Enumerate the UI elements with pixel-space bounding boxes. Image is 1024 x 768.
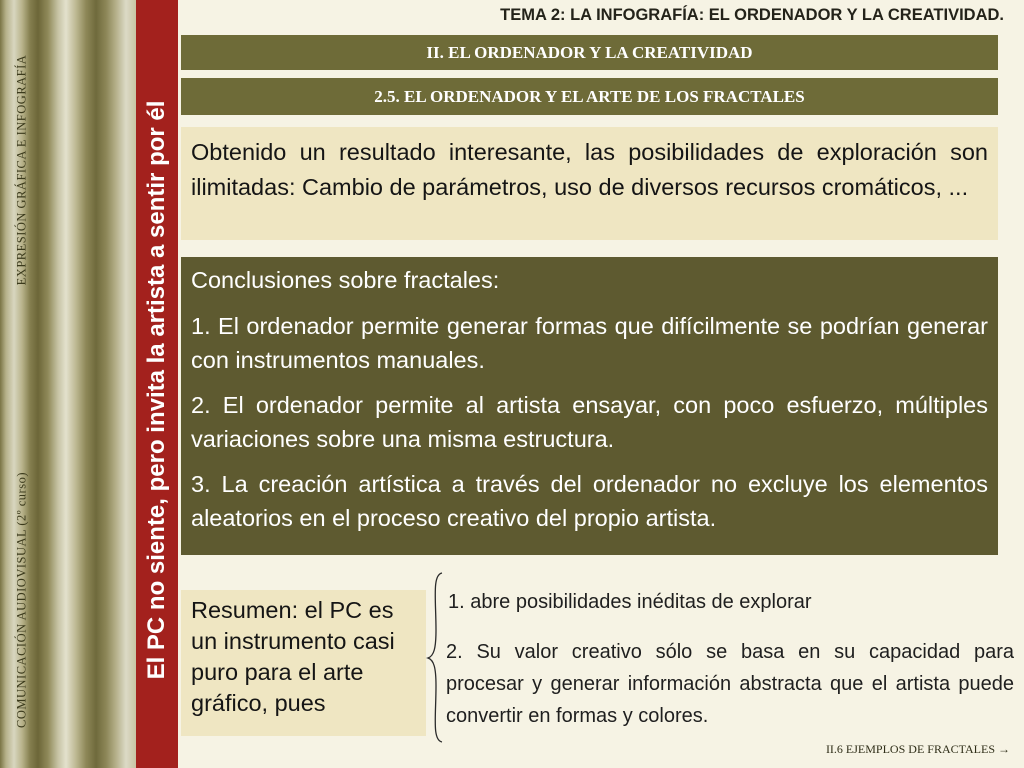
- intro-text: Obtenido un resultado interesante, las posibilidades de exploración son ilimitadas: Cambio de parámetros, uso de diversos recursos cromáticos, ...: [191, 139, 988, 200]
- next-slide-link[interactable]: II.6 EJEMPLOS DE FRACTALES →: [825, 742, 1010, 756]
- conclusion-item: 2. El ordenador permite al artista ensayar, con poco esfuerzo, múltiples variaciones sobre una misma estructura.: [191, 392, 988, 452]
- subject-label: EXPRESIÓN GRÁFICA E INFOGRAFÍA: [14, 54, 29, 286]
- curly-brace-icon: [426, 570, 446, 745]
- section-title: II. EL ORDENADOR Y LA CREATIVIDAD: [181, 35, 998, 70]
- summary-point: 1. abre posibilidades inéditas de explorar: [448, 591, 812, 613]
- intro-box: [181, 127, 998, 240]
- summary-point: 2. Su valor creativo sólo se basa en su capacidad para procesar y generar información abstracta que el artista puede convertir en formas y colores.: [446, 641, 1014, 727]
- conclusions-title: Conclusiones sobre fractales:: [191, 267, 500, 293]
- subsection-title: 2.5. EL ORDENADOR Y EL ARTE DE LOS FRACTALES: [181, 78, 998, 115]
- slogan-text: El PC no siente, pero invita la artista a sentir por él: [143, 100, 170, 680]
- conclusion-item: 1. El ordenador permite generar formas que difícilmente se podrían generar con instrumentos manuales.: [191, 313, 988, 373]
- conclusion-item: 3. La creación artística a través del ordenador no excluye los elementos aleatorios en el proceso creativo del propio artista.: [191, 471, 988, 531]
- course-label: COMUNICACIÓN AUDIOVISUAL (2º curso): [14, 472, 29, 728]
- conclusions-box: [181, 257, 998, 555]
- topic-title: TEMA 2: LA INFOGRAFÍA: EL ORDENADOR Y LA CREATIVIDAD.: [500, 6, 1004, 24]
- summary-text: Resumen: el PC es un instrumento casi puro para el arte gráfico, pues: [191, 597, 395, 716]
- summary-box: [181, 590, 426, 736]
